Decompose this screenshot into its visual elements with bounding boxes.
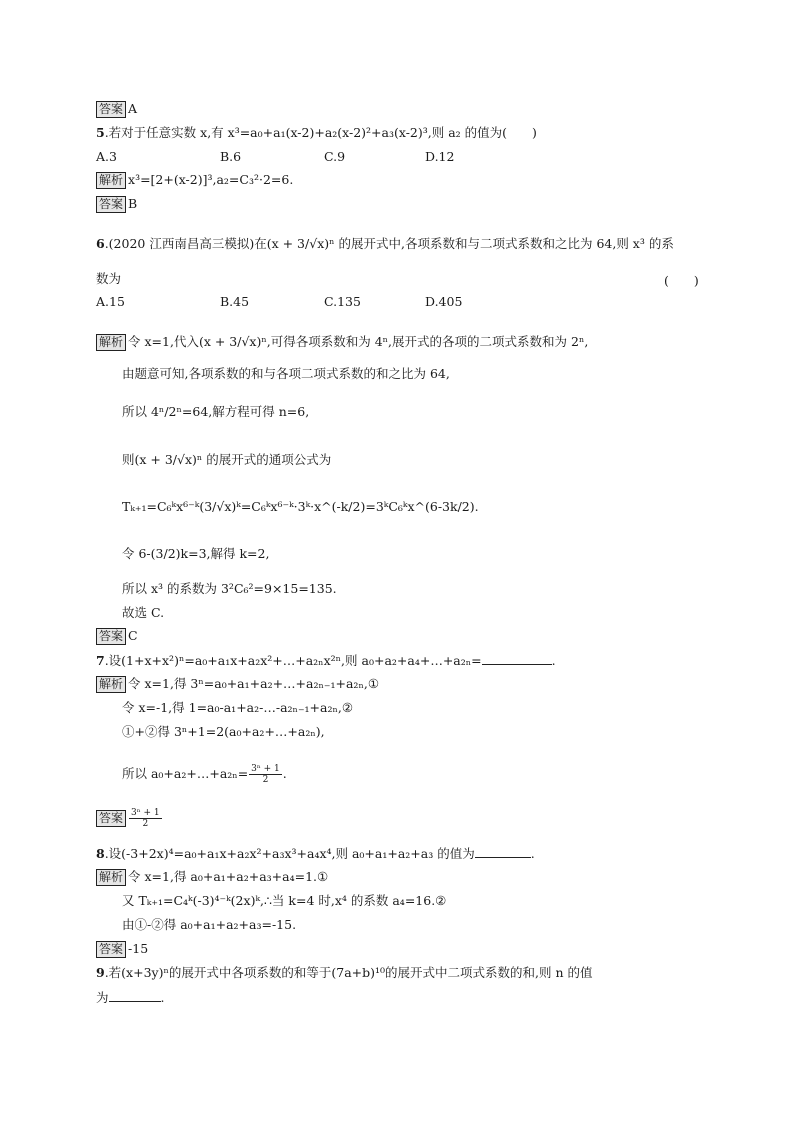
q9-stem-a: .若(x+3y)ⁿ的展开式中各项系数的和等于(7a+b)¹⁰的展开式中二项式系数的和,则 n 的值 — [104, 965, 593, 980]
q7-fill-blank[interactable] — [482, 652, 552, 665]
q7-answer-fraction — [129, 808, 162, 829]
q7-frac-tail: . — [282, 766, 287, 781]
q9-stem-line1 — [96, 965, 593, 981]
q8-fill-blank[interactable] — [475, 845, 531, 858]
analysis-tag: 解析 — [96, 334, 126, 351]
analysis-tag: 解析 — [96, 676, 126, 693]
frac-numerator: 3ⁿ + 1 — [251, 764, 280, 774]
q9-stem-b: 为 — [96, 990, 109, 1005]
q7-analysis-text-4: 所以 a₀+a₂+…+a₂ₙ= — [122, 766, 249, 781]
q6-analysis-line1 — [96, 334, 588, 351]
q6-option-c: C.135 — [324, 294, 361, 309]
q7-analysis-line4 — [122, 764, 287, 785]
q8-stem-end: . — [530, 846, 535, 861]
q5-answer: B — [128, 196, 138, 211]
q6-option-d: D.405 — [425, 294, 463, 309]
q6-analysis-line2: 由题意可知,各项系数的和与各项二项式系数的和之比为 64, — [122, 366, 450, 381]
frac-denominator: 2 — [142, 819, 149, 829]
q5-analysis — [96, 172, 293, 189]
q7-stem-end: . — [551, 653, 556, 668]
q9-fill-blank[interactable] — [109, 989, 161, 1002]
q5-option-c: C.9 — [324, 149, 346, 164]
answer-tag: 答案 — [96, 810, 126, 827]
q9-stem-end: . — [160, 990, 165, 1005]
q4-answer-line — [96, 101, 137, 118]
answer-tag: 答案 — [96, 101, 126, 118]
q6-analysis-line3: 所以 4ⁿ/2ⁿ=64,解方程可得 n=6, — [122, 404, 310, 419]
q6-analysis-line7: 所以 x³ 的系数为 3²C₆²=9×15=135. — [122, 581, 337, 596]
q6-analysis-line6: 令 6-(3/2)k=3,解得 k=2, — [122, 546, 270, 561]
q6-answer: C — [128, 628, 138, 643]
q6-answer-paren: ( ) — [664, 273, 699, 288]
answer-tag: 答案 — [96, 941, 126, 958]
q5-stem-text: .若对于任意实数 x,有 x³=a₀+a₁(x-2)+a₂(x-2)²+a₃(x-2)³,则 a₂ 的值为( ) — [104, 125, 537, 140]
q8-number: 8 — [96, 846, 105, 861]
q9-stem-line2 — [96, 989, 165, 1006]
q8-stem-text: .设(-3+2x)⁴=a₀+a₁x+a₂x²+a₃x³+a₄x⁴,则 a₀+a₁+a₂+a₃ 的值为 — [104, 846, 475, 861]
q7-result-fraction — [249, 764, 282, 785]
frac-numerator: 3ⁿ + 1 — [131, 808, 160, 818]
q8-analysis-line1 — [96, 869, 328, 886]
answer-tag: 答案 — [96, 628, 126, 645]
q5-option-b: B.6 — [220, 149, 242, 164]
q6-stem-b: 数为 — [96, 271, 122, 286]
q8-analysis-text: 令 x=1,得 a₀+a₁+a₂+a₃+a₄=1.① — [128, 869, 329, 884]
q6-stem-line1 — [96, 236, 674, 252]
q6-number: 6 — [96, 236, 105, 251]
q7-stem — [96, 652, 556, 669]
q4-answer: A — [128, 101, 138, 116]
q8-answer-line — [96, 941, 148, 958]
q6-analysis-line4: 则(x + 3/√x)ⁿ 的展开式的通项公式为 — [122, 452, 332, 467]
q8-analysis-line2: 又 Tₖ₊₁=C₄ᵏ(-3)⁴⁻ᵏ(2x)ᵏ,∴当 k=4 时,x⁴ 的系数 a₄=16.② — [122, 893, 447, 908]
q7-analysis-line3: ①+②得 3ⁿ+1=2(a₀+a₂+…+a₂ₙ), — [122, 724, 325, 739]
q7-number: 7 — [96, 653, 105, 668]
q5-options — [96, 149, 656, 165]
q5-number: 5 — [96, 125, 105, 140]
q7-answer-line — [96, 808, 163, 829]
q6-option-b: B.45 — [220, 294, 250, 309]
analysis-tag: 解析 — [96, 172, 126, 189]
q7-stem-text: .设(1+x+x²)ⁿ=a₀+a₁x+a₂x²+…+a₂ₙx²ⁿ,则 a₀+a₂+a₄+…+a₂ₙ= — [104, 653, 482, 668]
q7-analysis-line1 — [96, 676, 379, 693]
q6-answer-line — [96, 628, 138, 645]
q5-answer-line — [96, 196, 137, 213]
q6-stem-a: .(2020 江西南昌高三模拟)在(x + 3/√x)ⁿ 的展开式中,各项系数和与二项式系数和之比为 64,则 x³ 的系 — [104, 236, 674, 251]
q8-answer: -15 — [128, 941, 149, 956]
q7-analysis-line2: 令 x=-1,得 1=a₀-a₁+a₂-…-a₂ₙ₋₁+a₂ₙ,② — [122, 700, 354, 715]
q6-stem-line2 — [96, 271, 121, 287]
q5-analysis-text: x³=[2+(x-2)]³,a₂=C₃²·2=6. — [128, 172, 294, 187]
answer-tag: 答案 — [96, 196, 126, 213]
q6-option-a: A.15 — [96, 294, 125, 309]
q5-option-a: A.3 — [96, 149, 117, 164]
q5-option-d: D.12 — [425, 149, 455, 164]
q8-stem — [96, 845, 535, 862]
q6-analysis-line8: 故选 C. — [122, 605, 165, 620]
analysis-tag: 解析 — [96, 869, 126, 886]
q6-analysis-text: 令 x=1,代入(x + 3/√x)ⁿ,可得各项系数和为 4ⁿ,展开式的各项的二项式系数和为 2ⁿ, — [128, 334, 589, 349]
q8-analysis-line3: 由①-②得 a₀+a₁+a₂+a₃=-15. — [122, 917, 297, 932]
q6-options — [96, 294, 656, 310]
q7-analysis-text: 令 x=1,得 3ⁿ=a₀+a₁+a₂+…+a₂ₙ₋₁+a₂ₙ,① — [128, 676, 380, 691]
frac-denominator: 2 — [262, 775, 269, 785]
q9-number: 9 — [96, 965, 105, 980]
q5-stem — [96, 125, 537, 141]
q6-analysis-line5: Tₖ₊₁=C₆ᵏx⁶⁻ᵏ(3/√x)ᵏ=C₆ᵏx⁶⁻ᵏ·3ᵏ·x^(-k/2)=3ᵏC₆ᵏx^(6-3k/2). — [122, 499, 479, 514]
